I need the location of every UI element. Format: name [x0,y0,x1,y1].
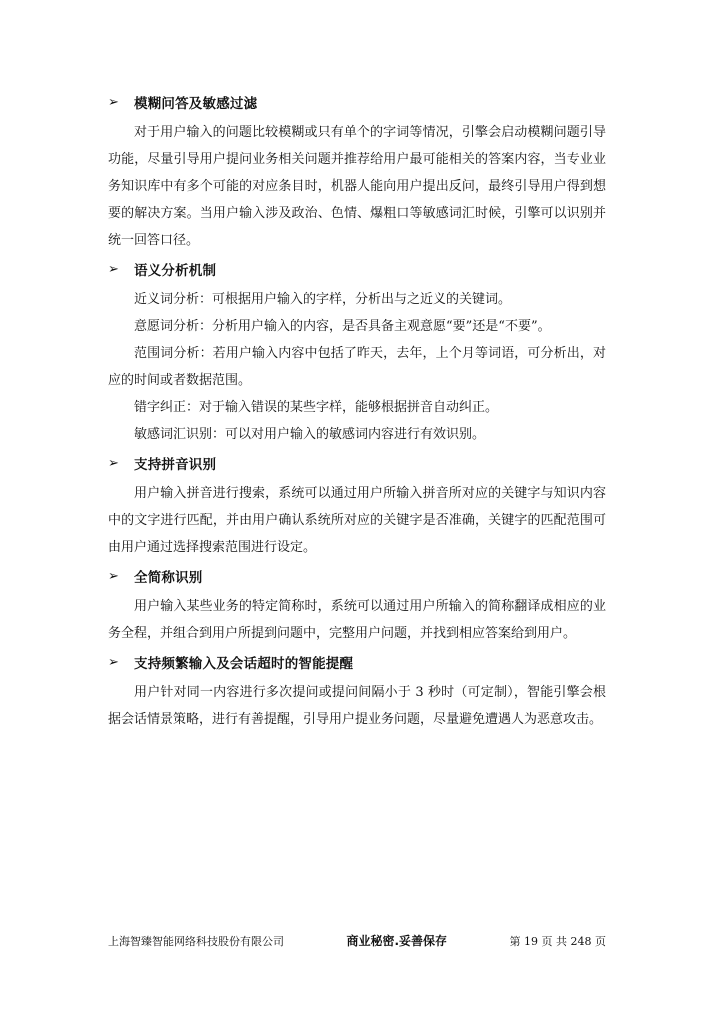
footer-page-number: 第 19 页 共 248 页 [509,935,606,948]
section-paragraph: 对于用户输入的问题比较模糊或只有单个的字词等情况，引擎会启动模糊问题引导功能，尽量引导用户提问业务相关问题并推荐给用户最可能相关的答案内容，当专业业务知识库中有多个可能的对应条目时，机器人能向用户提出反问，最终引导用户得到想要的解决方案。当用户输入涉及政治、色情、爆粗口等敏感词汇时候，引擎可以识别并统一回答口径。 [108,125,606,248]
section-title: 支持拼音识别 [134,457,217,473]
section-heading-frequent-input [108,649,606,675]
semantic-items-list [108,286,606,448]
section-heading-semantic-analysis [108,256,606,282]
section-title: 支持频繁输入及会话超时的智能提醒 [134,656,354,672]
page-footer [108,932,606,949]
list-item: 敏感词汇识别：可以对用户输入的敏感词内容进行有效识别。 [134,427,486,442]
section-title: 全简称识别 [134,570,203,586]
section-title: 语义分析机制 [134,263,217,279]
list-item: 错字纠正：对于输入错误的某些字样，能够根据拼音自动纠正。 [134,400,499,415]
footer-company: 上海智臻智能网络科技股份有限公司 [108,935,284,948]
section-title: 模糊问答及敏感过滤 [134,96,258,112]
section-paragraph: 用户针对同一内容进行多次提问或提问间隔小于 3 秒时（可定制），智能引擎会根据会话情景策略，进行有善提醒，引导用户提业务问题，尽量避免遭遇人为恶意攻击。 [108,685,606,727]
arrow-bullet-icon: ➢ [108,261,119,277]
arrow-bullet-icon: ➢ [108,568,119,584]
list-item: 意愿词分析：分析用户输入的内容，是否具备主观意愿“要”还是“不要”。 [134,319,551,334]
footer-confidential: 商业秘密.妥善保存 [346,934,448,948]
list-item: 范围词分析：若用户输入内容中包括了昨天，去年，上个月等词语，可分析出，对应的时间或者数据范围。 [108,346,606,388]
section-paragraph: 用户输入拼音进行搜索，系统可以通过用户所输入拼音所对应的关键字与知识内容中的文字进行匹配，并由用户确认系统所对应的关键字是否准确，关键字的匹配范围可由用户通过选择搜索范围进行设定。 [108,486,606,555]
arrow-bullet-icon: ➢ [108,94,119,110]
section-paragraph: 用户输入某些业务的特定简称时，系统可以通过用户所输入的简称翻译成相应的业务全程，并组合到用户所提到问题中，完整用户问题，并找到相应答案给到用户。 [108,599,606,641]
arrow-bullet-icon: ➢ [108,654,119,670]
arrow-bullet-icon: ➢ [108,455,119,471]
section-heading-abbreviation [108,563,606,589]
list-item: 近义词分析：可根据用户输入的字样，分析出与之近义的关键词。 [134,292,512,307]
section-heading-fuzzy-qa [108,89,606,115]
section-heading-pinyin [108,450,606,476]
page-content [108,89,606,735]
